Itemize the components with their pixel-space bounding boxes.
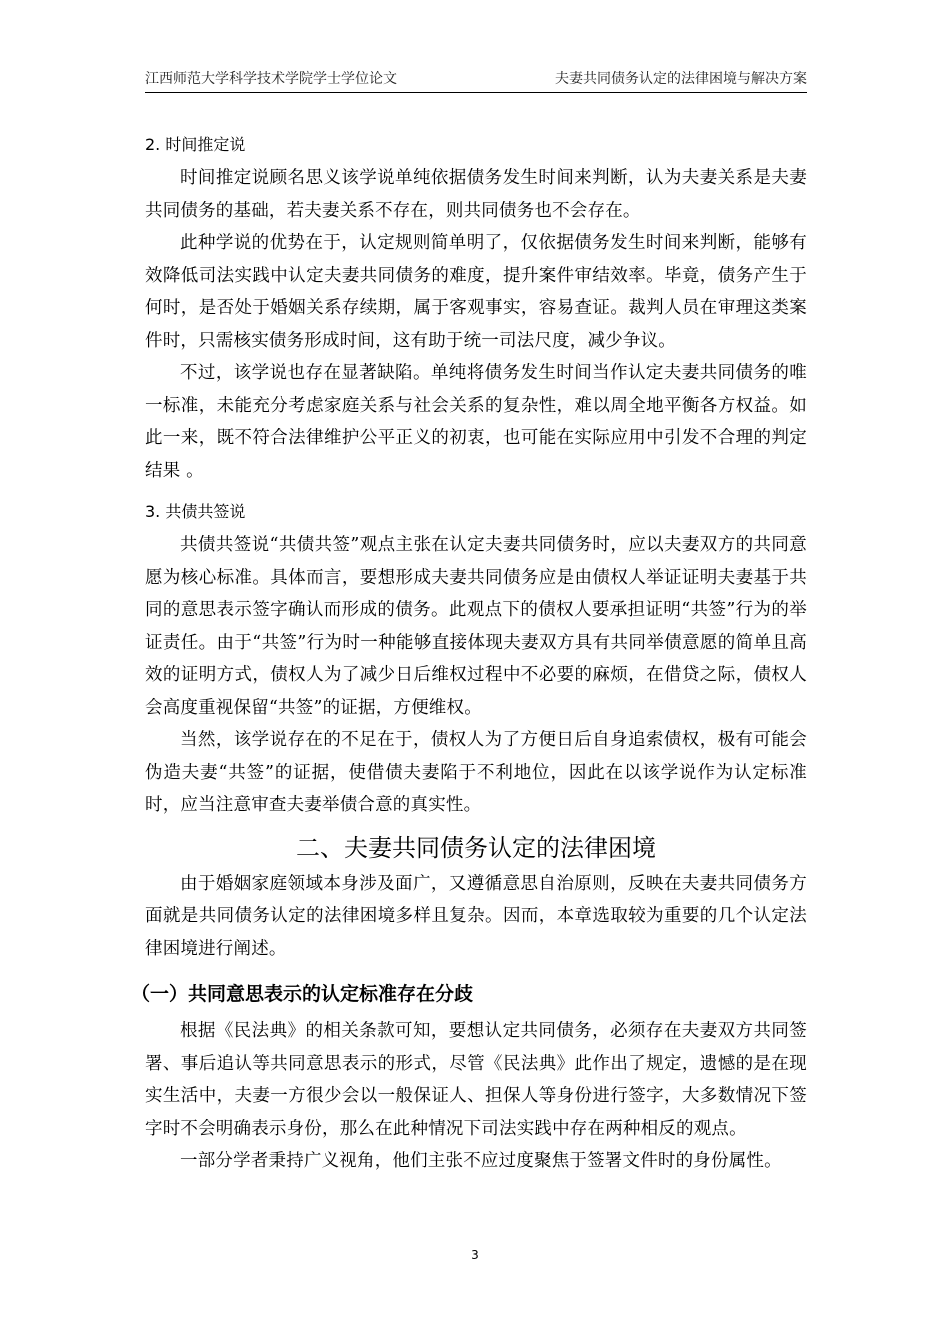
header-right-title: 夫妻共同债务认定的法律困境与解决方案 bbox=[555, 71, 807, 87]
paragraph: 根据《民法典》的相关条款可知，要想认定共同债务，必须存在夫妻双方共同签署、事后追认等共同意思表示的形式，尽管《民法典》此作出了规定，遗憾的是在现实生活中，夫妻一方很少会以一般保证人、担保人等身份进行签字，大多数情况下签字时不会明确表示身份，那么在此种情况下司法实践中存在两种相反的观点。 bbox=[145, 1021, 807, 1139]
header-left-title: 江西师范大学科学技术学院学士学位论文 bbox=[145, 71, 397, 87]
section-heading-joint-signature: 3. 共债共签说 bbox=[145, 502, 246, 521]
paragraph: 时间推定说顾名思义该学说单纯依据债务发生时间来判断，认为夫妻关系是夫妻共同债务的基础，若夫妻关系不存在，则共同债务也不会存在。 bbox=[145, 168, 807, 221]
subsection-heading: （一）共同意思表示的认定标准存在分歧 bbox=[131, 983, 474, 1005]
paragraph: 当然，该学说存在的不足在于，债权人为了方便日后自身追索债权，极有可能会伪造夫妻“共签”的证据，使借债夫妻陷于不利地位，因此在以该学说作为认定标准时，应当注意审查夫妻举债合意的真实性。 bbox=[145, 730, 807, 815]
page-number: 3 bbox=[471, 1248, 479, 1262]
paragraph: 一部分学者秉持广义视角，他们主张不应过度聚焦于签署文件时的身份属性。 bbox=[180, 1151, 782, 1171]
paragraph: 共债共签说“共债共签”观点主张在认定夫妻共同债务时，应以夫妻双方的共同意愿为核心标准。具体而言，要想形成夫妻共同债务应是由债权人举证证明夫妻基于共同的意思表示签字确认而形成的债务。此观点下的债权人要承担证明“共签”行为的举证责任。由于“共签”行为时一种能够直接体现夫妻双方具有共同举债意愿的简单且高效的证明方式，债权人为了减少日后维权过程中不必要的麻烦，在借贷之际，债权人会高度重视保留“共签”的证据，方便维权。 bbox=[145, 535, 807, 718]
paragraph: 此种学说的优势在于，认定规则简单明了，仅依据债务发生时间来判断，能够有效降低司法实践中认定夫妻共同债务的难度，提升案件审结效率。毕竟，债务产生于何时，是否处于婚姻关系存续期，属于客观事实，容易查证。裁判人员在审理这类案件时，只需核实债务形成时间，这有助于统一司法尺度，减少争议。 bbox=[145, 233, 807, 351]
page-header bbox=[145, 66, 807, 93]
paragraph: 不过，该学说也存在显著缺陷。单纯将债务发生时间当作认定夫妻共同债务的唯一标准，未能充分考虑家庭关系与社会关系的复杂性，难以周全地平衡各方权益。如此一来，既不符合法律维护公平正义的初衷，也可能在实际应用中引发不合理的判定结果 。 bbox=[145, 363, 807, 481]
chapter-title: 二、夫妻共同债务认定的法律困境 bbox=[296, 833, 656, 862]
paragraph: 由于婚姻家庭领域本身涉及面广，又遵循意思自治原则，反映在夫妻共同债务方面就是共同债务认定的法律困境多样且复杂。因而，本章选取较为重要的几个认定法律困境进行阐述。 bbox=[145, 873, 807, 959]
page-body bbox=[131, 132, 807, 1178]
section-heading-time-presumption: 2. 时间推定说 bbox=[145, 135, 246, 154]
